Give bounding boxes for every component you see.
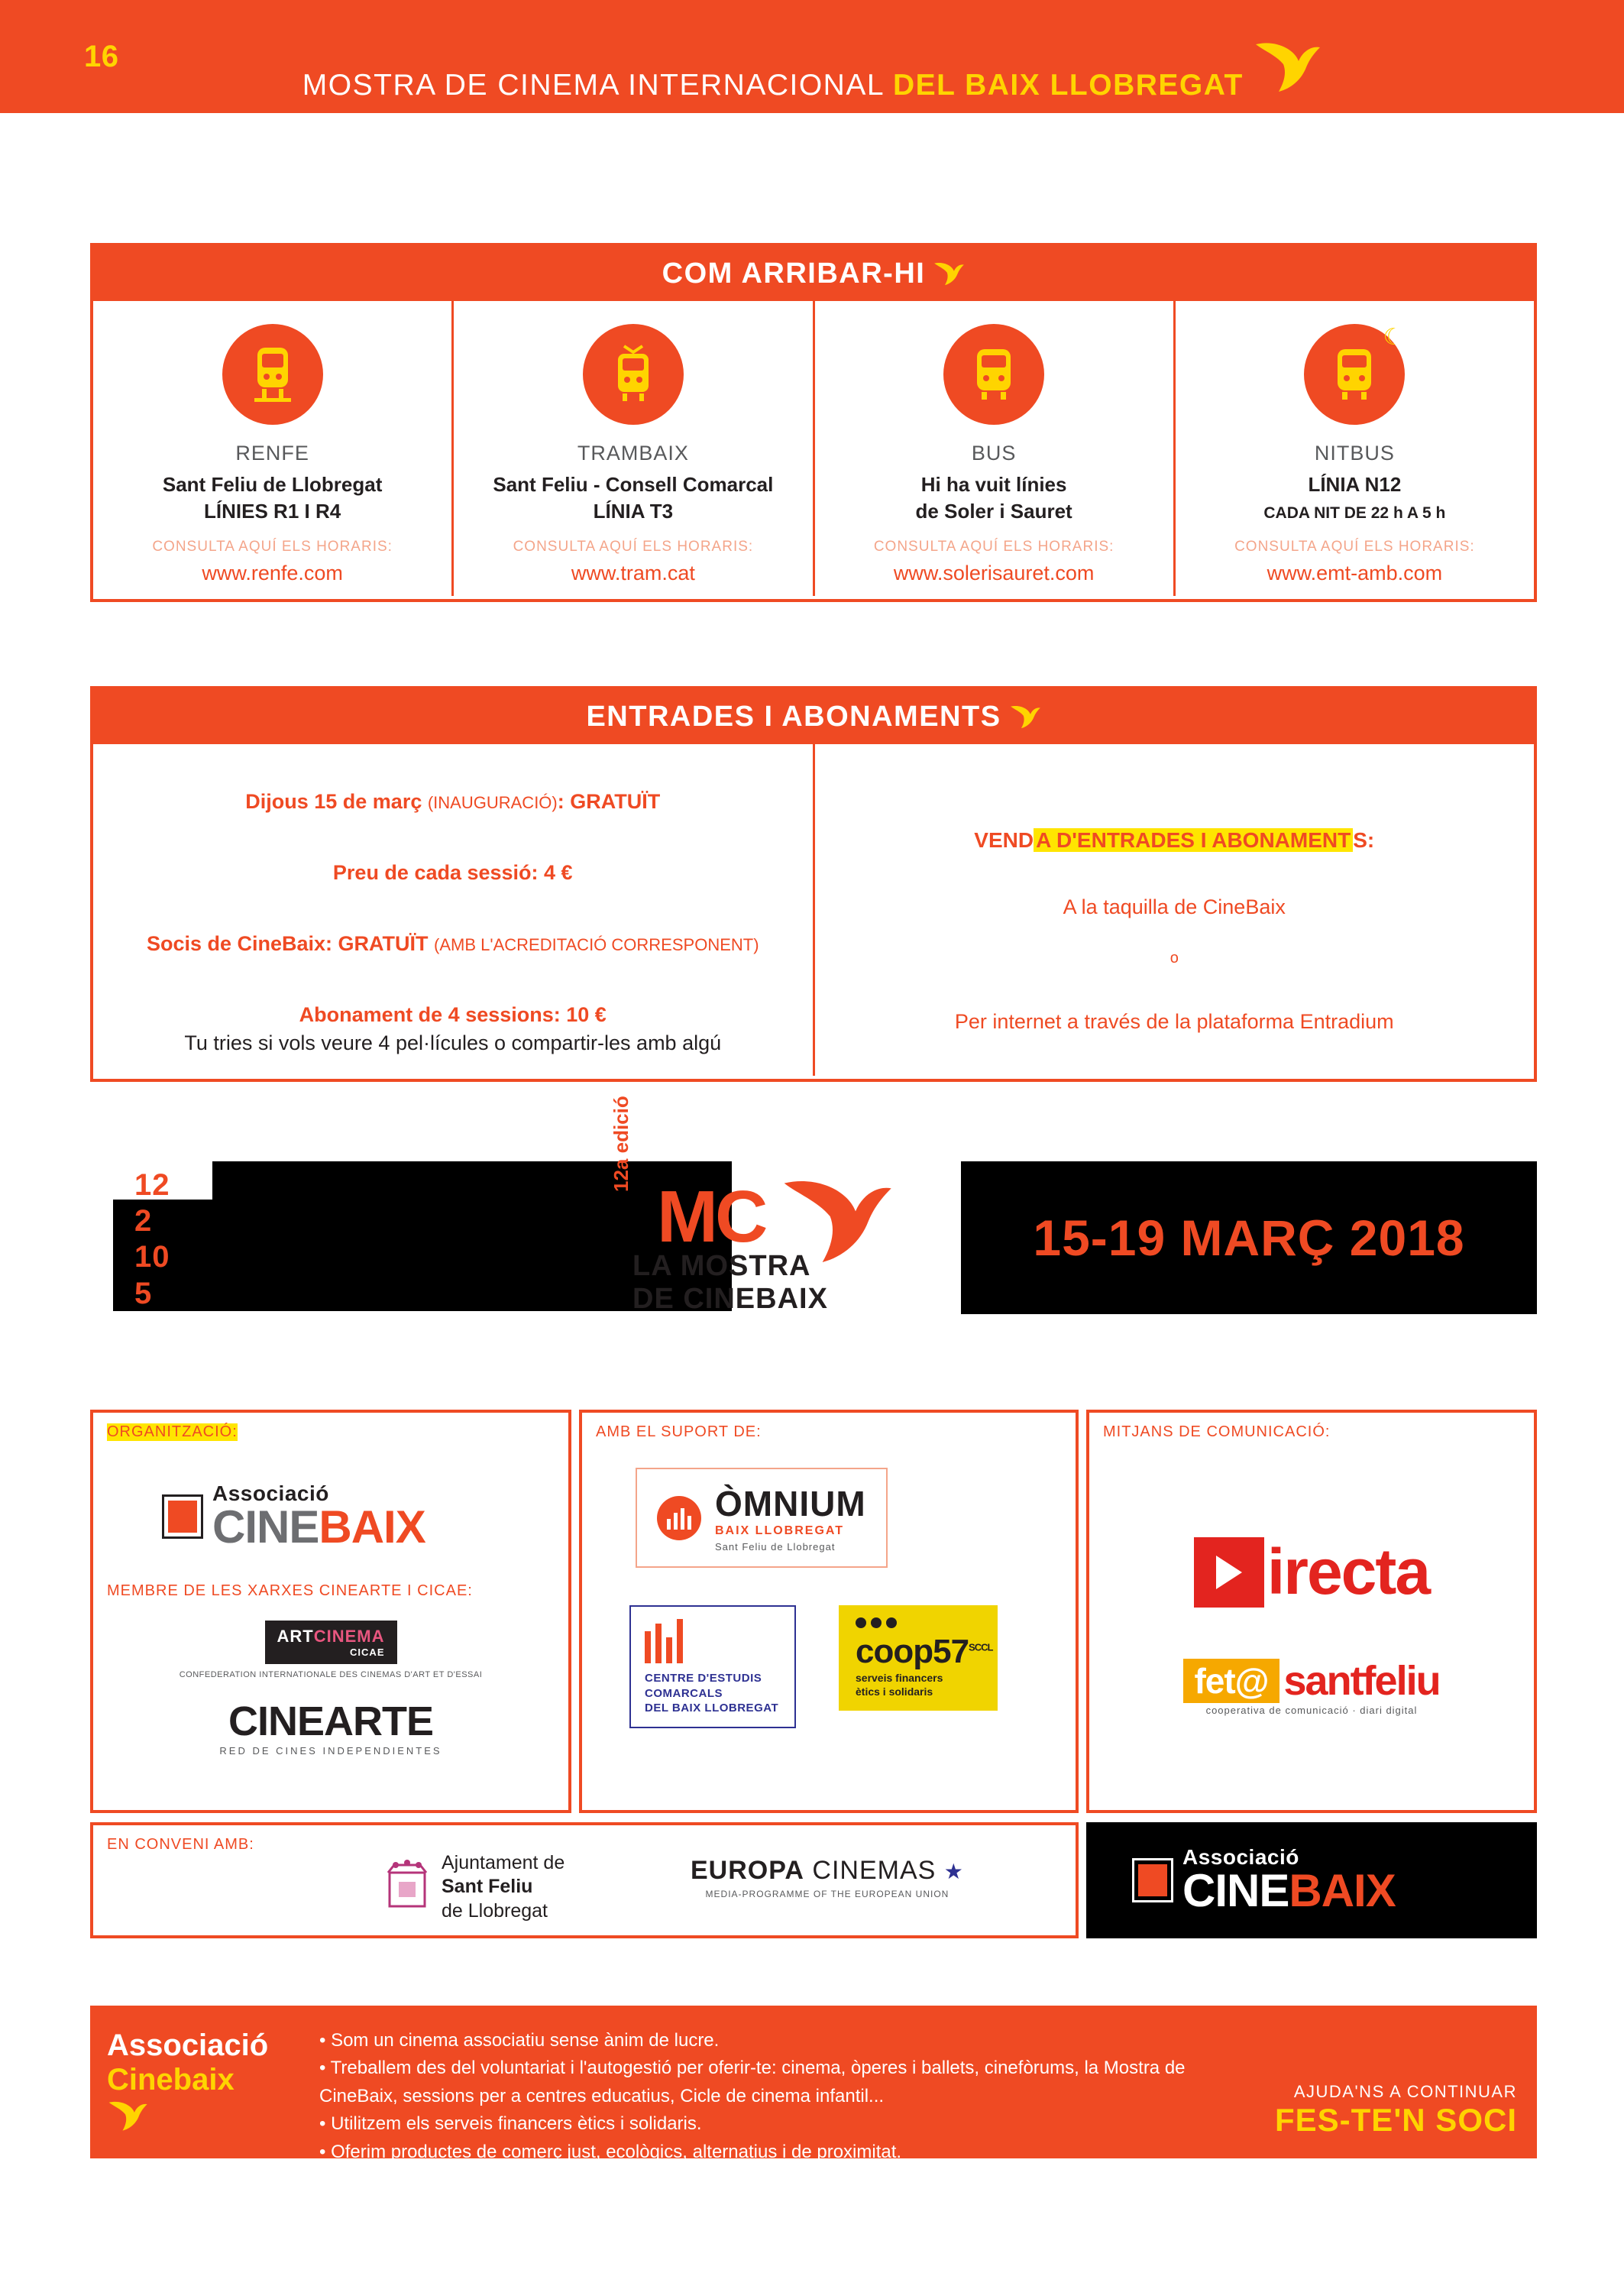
footer-bullet: • Oferim productes de comerç just, ecològics, alternatius i de proximitat. — [319, 2141, 902, 2162]
cinearte-name: CINEARTE — [228, 1698, 433, 1744]
hummingbird-icon — [933, 261, 965, 287]
hummingbird-icon — [107, 2099, 268, 2132]
cinebaix-logo — [162, 1481, 425, 1553]
coop57-dots-icon — [856, 1617, 981, 1628]
transport-schedule-note: CONSULTA AQUÍ ELS HORARIS: — [513, 539, 754, 555]
hummingbird-icon — [1009, 704, 1041, 730]
agreement-label: EN CONVENI AMB: — [107, 1836, 254, 1853]
poster-numbers — [134, 1167, 170, 1312]
sales-option-online: Per internet a través de la plataforma Entradium — [954, 1010, 1394, 1033]
transport-detail: LÍNIA N12 CADA NIT DE 22 h A 5 h — [1263, 473, 1446, 523]
film-frame-icon — [1132, 1858, 1173, 1902]
how-to-get-there-title-text: COM ARRIBAR-HI — [662, 257, 926, 290]
price-line-pass-note: Tu tries si vols veure 4 pel·lícules o compartir-les amb algú — [184, 1031, 722, 1054]
cinebaix-assoc-label: Associació — [1182, 1845, 1299, 1869]
coop57-logo — [839, 1605, 998, 1711]
art-cinema-box: ARTCINEMA CICAE — [265, 1621, 397, 1664]
cinebaix-name-a: CINE — [1182, 1865, 1289, 1916]
bus-icon — [943, 324, 1044, 425]
ajuntament-logo — [383, 1851, 565, 1923]
cec-text: CENTRE D'ESTUDIS COMARCALS DEL BAIX LLOBREGAT — [645, 1672, 779, 1714]
footer-cta[interactable] — [1275, 2082, 1517, 2139]
moon-icon: ☾ — [1383, 325, 1404, 350]
transport-detail: Sant Feliu - Consell Comarcal LÍNIA T3 — [493, 473, 774, 523]
price-line-members: Socis de CineBaix: GRATUÏT (AMB L'ACREDITACIÓ CORRESPONENT) — [146, 932, 759, 955]
tickets-title-text: ENTRADES I ABONAMENTS — [586, 700, 1001, 733]
footer-bullet: • Utilitzem els serveis financers ètics i solidaris. — [319, 2113, 702, 2135]
tickets-prices-column — [93, 744, 815, 1076]
omnium-name: ÒMNIUM — [715, 1484, 866, 1523]
transport-name: RENFE — [235, 442, 309, 465]
footer-brand — [107, 2029, 268, 2132]
centre-estudis-comarcals-logo — [629, 1605, 796, 1728]
omnium-logo — [636, 1468, 888, 1568]
poster-edition-label: 12a edició — [610, 1096, 632, 1192]
transport-detail: Sant Feliu de Llobregat LÍNIES R1 I R4 — [162, 473, 383, 523]
cinearte-subtitle: RED DE CINES INDEPENDIENTES — [219, 1745, 442, 1757]
poster-number: 2 — [134, 1204, 153, 1239]
page-title — [0, 38, 1624, 102]
cicae-fullname: CONFEDERATION INTERNATIONALE DES CINEMAS D'ART ET D'ESSAI — [179, 1670, 483, 1679]
support-label: AMB EL SUPORT DE: — [596, 1423, 762, 1440]
play-triangle-icon — [1194, 1537, 1264, 1608]
price-line-session: Preu de cada sessió: 4 € — [332, 861, 573, 884]
cinebaix-logo-dark — [1132, 1847, 1396, 1914]
organization-label: ORGANITZACIÓ: — [107, 1423, 238, 1440]
transport-detail: Hi ha vuit línies de Soler i Sauret — [915, 473, 1072, 523]
page-title-light: MOSTRA DE CINEMA INTERNACIONAL — [302, 69, 893, 102]
poster-logo-mc: MC — [657, 1176, 765, 1258]
fetasantfeliu-subtitle: cooperativa de comunicació · diari digital — [1205, 1705, 1418, 1716]
feta-box: fet@ — [1183, 1659, 1279, 1703]
omnium-sub: BAIX LLOBREGAT — [715, 1524, 845, 1537]
poster-number: 12 — [134, 1168, 170, 1202]
santfeliu-name: santfeliu — [1283, 1658, 1440, 1704]
poster-dates-block — [961, 1161, 1537, 1314]
film-frame-icon — [162, 1494, 203, 1539]
sales-option-separator: o — [1169, 950, 1179, 967]
europa-cinemas-logo — [691, 1856, 964, 1899]
footer-brand-line1: Associació — [107, 2029, 269, 2062]
poster-logo-subtitle: LA MOSTRA DE CINEBAIX — [632, 1250, 828, 1315]
coop57-name: $coop57^{SCCL}$ — [856, 1633, 993, 1670]
cec-bars-icon — [645, 1617, 781, 1663]
footer-bullet: • Som un cinema associatiu sense ànim de lucre. — [319, 2030, 720, 2051]
omnium-mark-icon — [657, 1496, 701, 1540]
star-icon: ★ — [943, 1860, 964, 1883]
tickets-sales-column — [815, 744, 1535, 1076]
train-icon — [222, 324, 323, 425]
transport-nitbus — [1176, 301, 1534, 596]
poster-number: 10 — [134, 1240, 170, 1274]
transport-website-link[interactable]: www.solerisauret.com — [893, 562, 1095, 585]
transport-name: NITBUS — [1314, 442, 1395, 465]
cinebaix-logo-dark-panel — [1086, 1822, 1537, 1938]
sponsors-media-panel — [1086, 1410, 1537, 1813]
page-title-bold: DEL BAIX LLOBREGAT — [892, 69, 1244, 102]
footer-bullet: • Treballem des del voluntariat i l'autogestió per oferir-te: cinema, òperes i ballets, cinefòrums, la Mostra de CineBaix, sessions per a centres educatius, Cicle de cinema infantil... — [319, 2058, 1186, 2106]
cinebaix-name-b: BAIX — [1289, 1865, 1396, 1916]
directa-name: irecta — [1267, 1536, 1430, 1608]
fetasantfeliu-logo — [1183, 1657, 1439, 1705]
omnium-city: Sant Feliu de Llobregat — [715, 1541, 836, 1553]
price-line-inauguration: Dijous 15 de març (INAUGURACIÓ): GRATUÏT — [245, 790, 661, 813]
page-header — [0, 0, 1624, 113]
transport-website-link[interactable]: www.tram.cat — [571, 562, 695, 585]
cinebaix-assoc-label: Associació — [212, 1481, 329, 1505]
sponsors-support-panel — [579, 1410, 1079, 1813]
footer-brand-line2: Cinebaix — [107, 2062, 235, 2097]
how-to-get-there-title — [93, 246, 1534, 301]
transport-website-link[interactable]: www.renfe.com — [202, 562, 343, 585]
transport-bus — [815, 301, 1176, 596]
night-bus-icon — [1304, 324, 1405, 425]
footer-cta-small: AJUDA'NS A CONTINUAR — [1293, 2082, 1517, 2101]
transport-schedule-note: CONSULTA AQUÍ ELS HORARIS: — [152, 539, 393, 555]
transport-website-link[interactable]: www.emt-amb.com — [1267, 562, 1443, 585]
cinebaix-name-b: BAIX — [319, 1501, 425, 1553]
tram-icon — [583, 324, 684, 425]
price-line-pass: Abonament de 4 sessions: 10 € — [299, 1003, 607, 1026]
hummingbird-icon — [1253, 38, 1322, 95]
sales-heading: VEND A D'ENTRADES I ABONAMENT S: — [974, 828, 1375, 852]
footer-cta-big: FES-TE'N SOCI — [1274, 2102, 1517, 2138]
sponsors-organization-panel — [90, 1410, 571, 1813]
transport-renfe — [93, 301, 454, 596]
transport-trambaix — [454, 301, 814, 596]
sales-option-boxoffice: A la taquilla de CineBaix — [1063, 895, 1286, 918]
footer-banner — [90, 2006, 1537, 2162]
directa-logo — [1194, 1535, 1429, 1609]
transport-schedule-note: CONSULTA AQUÍ ELS HORARIS: — [873, 539, 1114, 555]
artcinema-cinearte-logo — [93, 1621, 568, 1757]
ajuntament-text: Ajuntament de Sant Feliu de Llobregat — [442, 1852, 565, 1922]
page-number: 16 — [84, 39, 119, 73]
transport-name: TRAMBAIX — [577, 442, 689, 465]
sponsors-agreement-panel — [90, 1822, 1079, 1938]
coop57-sub: serveis financers ètics i solidaris — [856, 1672, 943, 1698]
poster-number: 5 — [134, 1276, 153, 1310]
networks-label: MEMBRE DE LES XARXES CINEARTE I CICAE: — [107, 1582, 473, 1599]
footer-bullets — [319, 2027, 1221, 2166]
crest-icon — [383, 1859, 431, 1915]
transport-schedule-note: CONSULTA AQUÍ ELS HORARIS: — [1234, 539, 1475, 555]
tickets-panel — [90, 686, 1537, 1082]
europa-cinemas-name: EUROPA CINEMAS ★ — [691, 1856, 964, 1885]
europa-cinemas-subtitle: MEDIA-PROGRAMME OF THE EUROPEAN UNION — [705, 1889, 949, 1899]
poster-dates: 15-19 MARÇ 2018 — [1033, 1209, 1465, 1266]
tickets-title — [93, 689, 1534, 744]
transport-name: BUS — [971, 442, 1017, 465]
how-to-get-there-panel — [90, 243, 1537, 602]
cinebaix-name-a: CINE — [212, 1501, 319, 1553]
media-label: MITJANS DE COMUNICACIÓ: — [1103, 1423, 1331, 1440]
